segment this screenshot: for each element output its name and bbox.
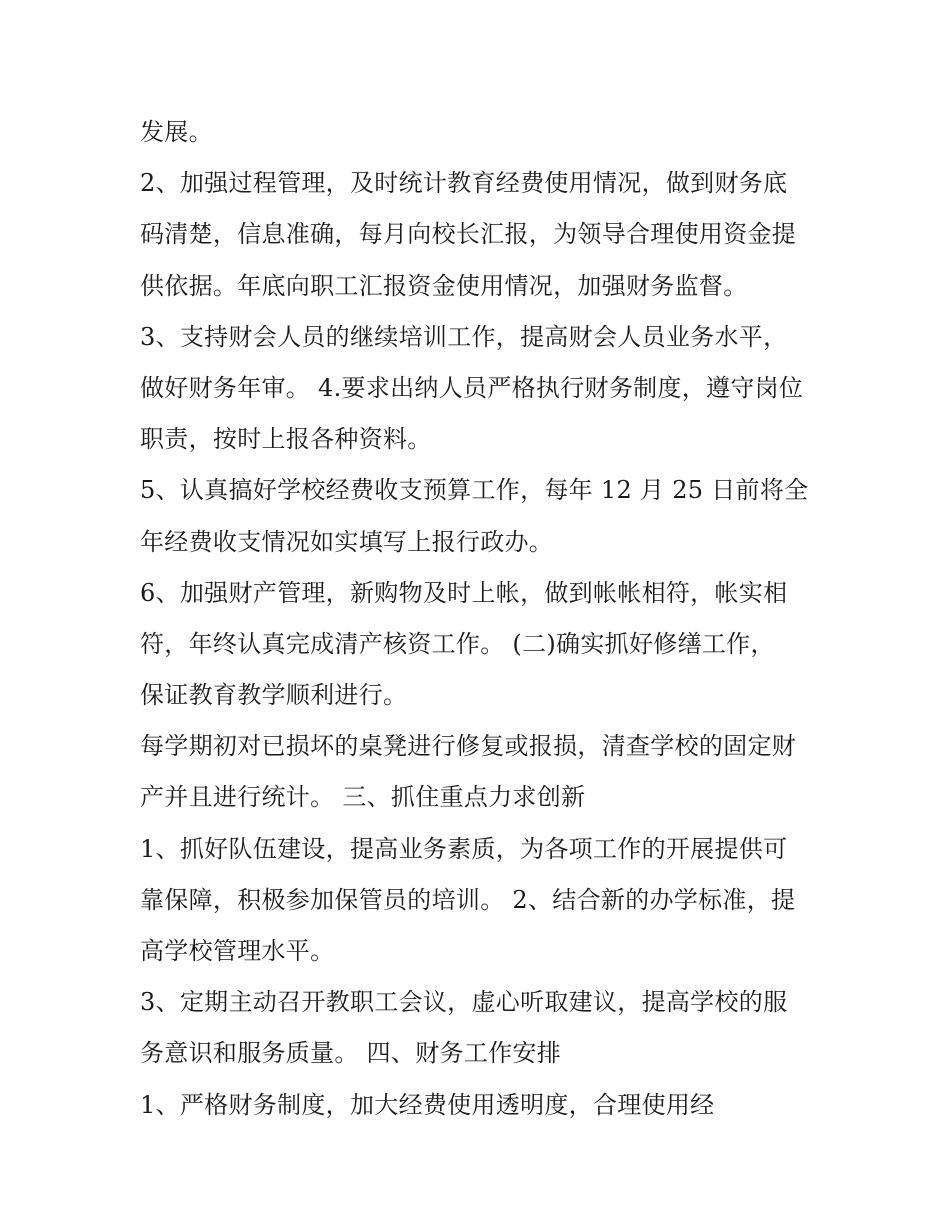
text-line: 产并且进行统计。 三、抓住重点力求创新 [140,783,586,812]
text-line: 5、认真搞好学校经费收支预算工作，每年 12 月 25 日前将全 [140,476,809,505]
text-line: 1、抓好队伍建设，提高业务素质，为各项工作的开展提供可 [140,834,788,863]
text-line: 职责，按时上报各种资料。 [140,425,432,454]
text-line: 6、加强财产管理，新购物及时上帐，做到帐帐相符，帐实相 [140,578,788,607]
text-line: 3、支持财会人员的继续培训工作，提高财会人员业务水平， [140,322,788,351]
text-line: 3、定期主动召开教职工会议，虚心听取建议，提高学校的服 [140,988,788,1017]
text-line: 2、加强过程管理，及时统计教育经费使用情况，做到财务底 [140,169,788,198]
text-line: 码清楚，信息准确，每月向校长汇报，为领导合理使用资金提 [140,220,797,249]
text-line: 每学期初对已损坏的桌凳进行修复或报损，清查学校的固定财 [140,732,797,761]
text-line: 符，年终认真完成清产核资工作。 (二)确实抓好修缮工作， [140,629,775,658]
text-line: 保证教育教学顺利进行。 [140,681,408,710]
text-line: 务意识和服务质量。 四、财务工作安排 [140,1039,562,1068]
text-line: 1、严格财务制度，加大经费使用透明度，合理使用经 [140,1090,715,1119]
document-body [140,107,830,1131]
text-line: 靠保障，积极参加保管员的培训。 2、结合新的办学标准，提 [140,885,796,914]
text-line: 年经费收支情况如实填写上报行政办。 [140,527,554,556]
text-line: 高学校管理水平。 [140,937,335,965]
text-line: 供依据。年底向职工汇报资金使用情况，加强财务监督。 [140,271,748,300]
text-line: 发展。 [140,118,213,146]
text-line: 做好财务年审。 4.要求出纳人员严格执行财务制度，遵守岗位 [140,373,804,402]
